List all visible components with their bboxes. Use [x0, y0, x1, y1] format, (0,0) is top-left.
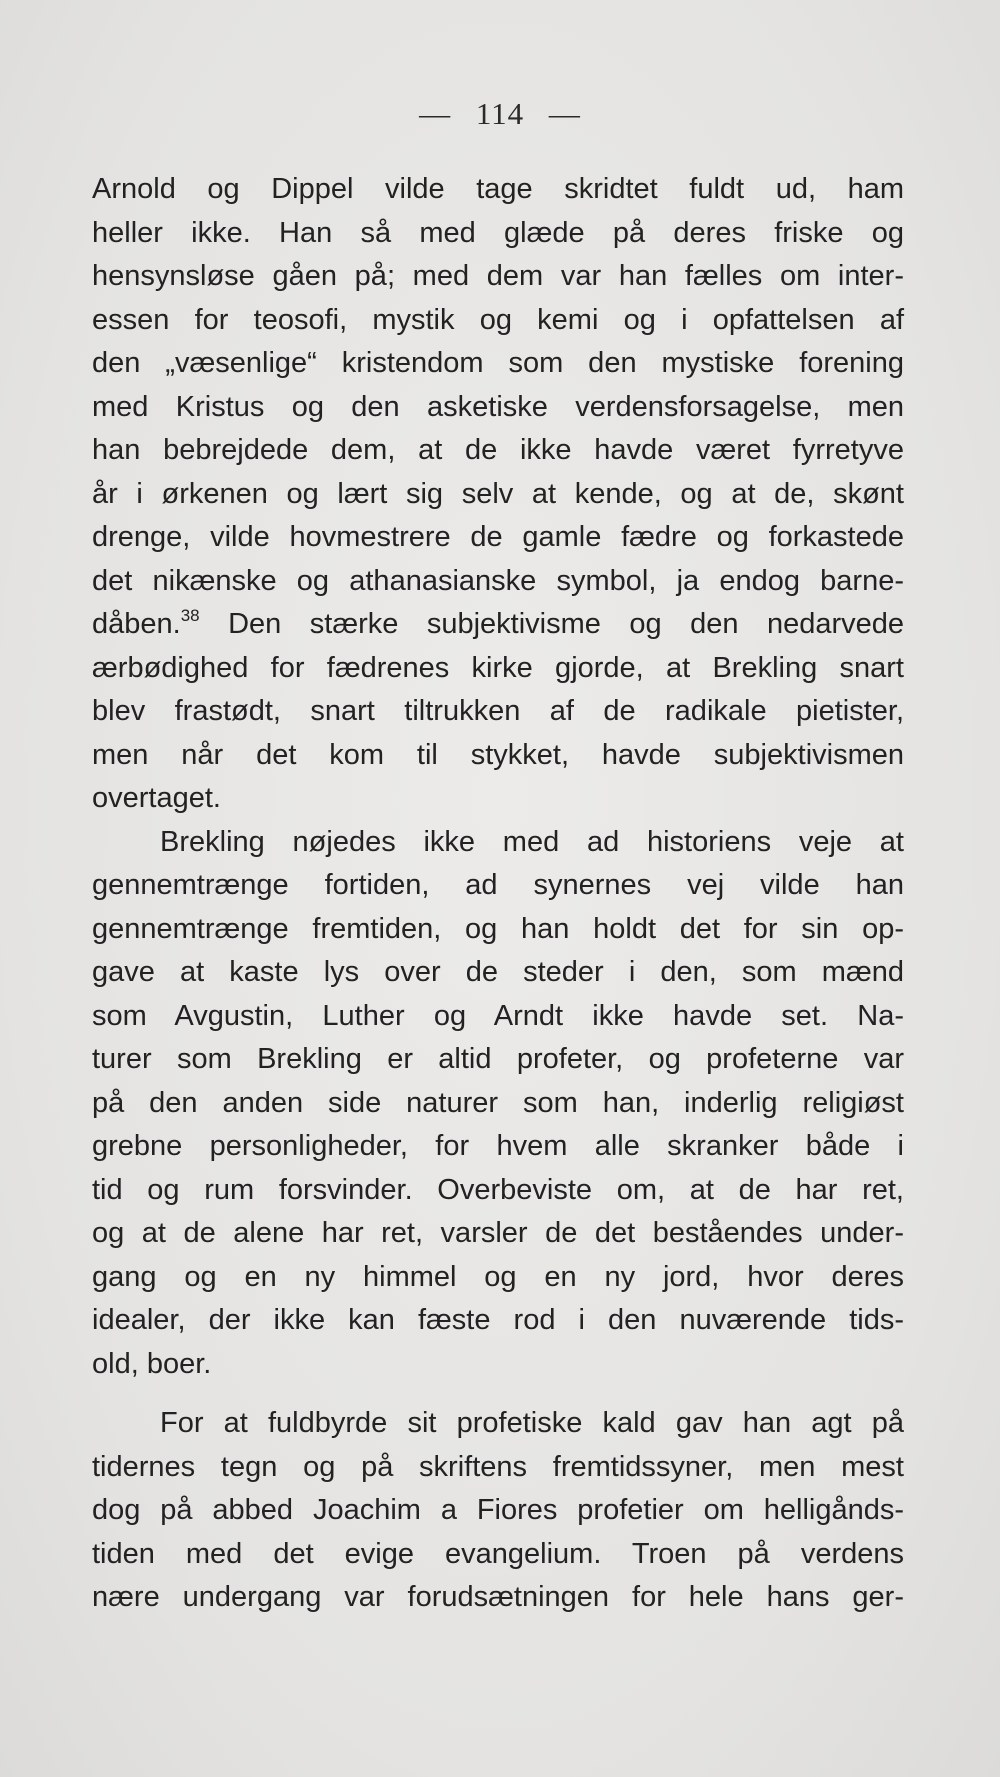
text-line: idealer, der ikke kan fæste rod i den nuværende tids-	[92, 1304, 904, 1336]
text-line: men når det kom til stykket, havde subjektivismen	[92, 738, 904, 771]
paragraph-3	[92, 1402, 904, 1620]
text-line: overtaget.	[92, 782, 221, 814]
text-line: turer som Brekling er altid profeter, og profeterne var	[92, 1043, 904, 1075]
paragraph-1	[92, 168, 904, 821]
text-line: grebne personligheder, for hvem alle skranker både i	[92, 1130, 904, 1162]
text-line: det nikænske og athanasianske symbol, ja endog barne-	[92, 564, 904, 597]
page-header	[0, 96, 1000, 132]
text-line: og at de alene har ret, varsler de det beståendes under-	[92, 1217, 904, 1249]
text-line: den „væsenlige“ kristendom som den mystiske forening	[92, 347, 904, 379]
paragraph-2	[92, 821, 904, 1387]
text-line: år i ørkenen og lært sig selv at kende, og at de, skønt	[92, 477, 904, 510]
footnote-line-suffix: Den stærke subjektivisme og den nedarvede	[228, 608, 904, 640]
text-line: drenge, vilde hovmestrere de gamle fædre og forkastede	[92, 521, 904, 553]
body-text	[92, 168, 904, 1620]
header-dash-left: —	[419, 96, 452, 131]
text-line: nære undergang var forudsætningen for hele hans ger-	[92, 1581, 904, 1613]
text-line: For at fuldbyrde sit profetiske kald gav han agt på	[160, 1407, 904, 1439]
text-line: heller ikke. Han så med glæde på deres friske og	[92, 216, 904, 249]
text-line: hensynsløse gåen på; med dem var han fælles om inter-	[92, 260, 904, 292]
text-line: blev frastødt, snart tiltrukken af de radikale pietister,	[92, 695, 904, 727]
text-line: med Kristus og den asketiske verdensforsagelse, men	[92, 390, 904, 423]
text-line-with-footnote	[92, 603, 904, 647]
text-line: gave at kaste lys over de steder i den, som mænd	[92, 956, 904, 988]
text-line: han bebrejdede dem, at de ikke havde været fyrretyve	[92, 434, 904, 466]
text-line: ærbødighed for fædrenes kirke gjorde, at Brekling snart	[92, 651, 904, 684]
text-line: som Avgustin, Luther og Arndt ikke havde set. Na-	[92, 999, 904, 1032]
text-line: gang og en ny himmel og en ny jord, hvor deres	[92, 1260, 904, 1293]
text-line: på den anden side naturer som han, inderlig religiøst	[92, 1086, 904, 1119]
page-number: 114	[475, 96, 525, 131]
text-line: old, boer.	[92, 1347, 212, 1380]
footnote-reference: 38	[180, 606, 200, 625]
header-dash-right: —	[548, 96, 581, 131]
text-line: gennemtrænge fortiden, ad synernes vej vilde han	[92, 869, 904, 901]
text-line: tid og rum forsvinder. Overbeviste om, at de har ret,	[92, 1173, 904, 1206]
text-line: dog på abbed Joachim a Fiores profetier om helligånds-	[92, 1494, 904, 1526]
text-line: tiden med det evige evangelium. Troen på verdens	[92, 1537, 904, 1570]
text-line: gennemtrænge fremtiden, og han holdt det for sin op-	[92, 912, 904, 945]
text-line: tidernes tegn og på skriftens fremtidssyner, men mest	[92, 1450, 904, 1483]
text-line: essen for teosofi, mystik og kemi og i opfattelsen af	[92, 303, 904, 336]
text-line: Brekling nøjedes ikke med ad historiens veje at	[160, 825, 904, 858]
text-line: Arnold og Dippel vilde tage skridtet fuldt ud, ham	[92, 173, 904, 205]
footnote-line-prefix: dåben.	[92, 608, 181, 640]
